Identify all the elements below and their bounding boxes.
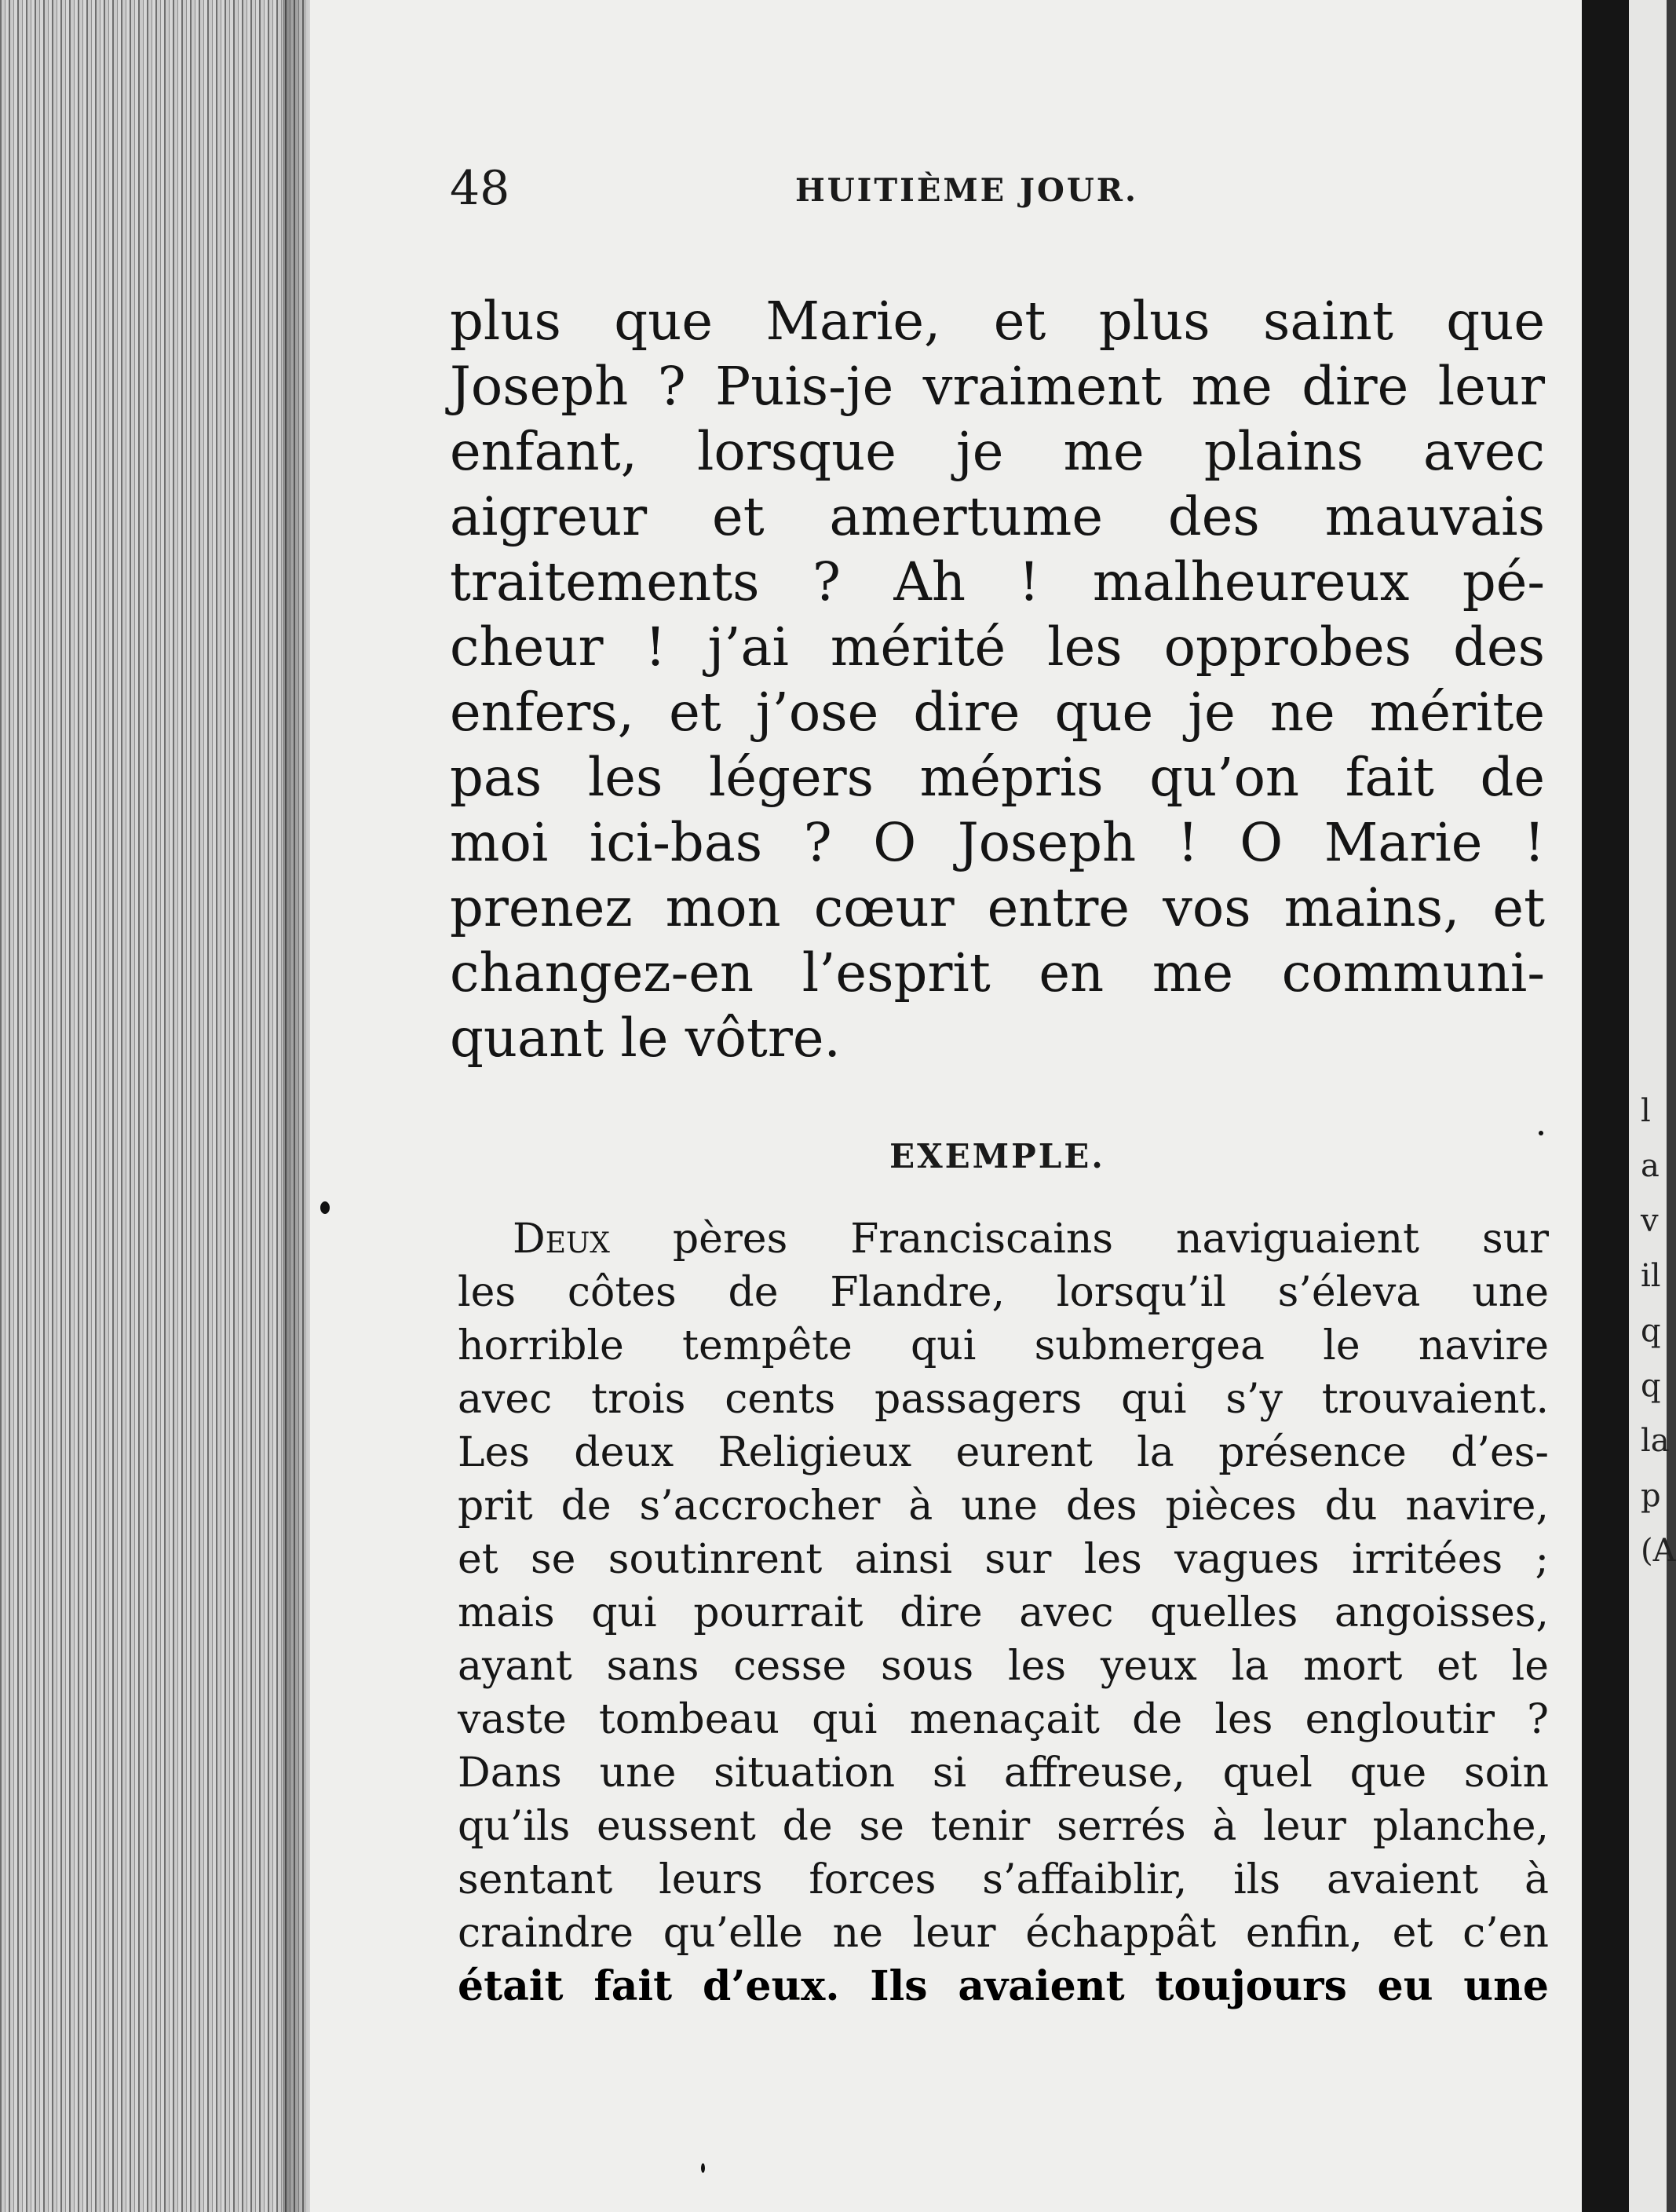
next-page-fragment: a bbox=[1641, 1148, 1660, 1184]
example-line: vaste tombeau qui menaçait de les engloutir ? bbox=[458, 1696, 1549, 1743]
example-line: horrible tempête qui submergea le navire bbox=[458, 1322, 1549, 1369]
next-page-fragment: p bbox=[1641, 1478, 1661, 1514]
binding-gutter bbox=[1582, 0, 1629, 2212]
next-page-fragment: l bbox=[1641, 1093, 1651, 1129]
example-line: sentant leurs forces s’affaiblir, ils avaient à bbox=[458, 1856, 1549, 1903]
example-line-first bbox=[458, 1212, 1549, 1266]
running-head: HUITIÈME JOUR. bbox=[795, 172, 1138, 209]
body-line: changez-en l’esprit en me communi- bbox=[450, 942, 1545, 1004]
example-line: craindre qu’elle ne leur échappât enfin, et c’en bbox=[458, 1910, 1549, 1957]
example-line: mais qui pourrait dire avec quelles angoisses, bbox=[458, 1589, 1549, 1636]
next-page-fragment: q bbox=[1641, 1368, 1661, 1404]
example-line: qu’ils eussent de se tenir serrés à leur planche, bbox=[458, 1803, 1549, 1850]
example-line: Dans une situation si affreuse, quel que soin bbox=[458, 1749, 1549, 1797]
example-line: avec trois cents passagers qui s’y trouvaient. bbox=[458, 1376, 1549, 1423]
next-page-fragment: la bbox=[1641, 1423, 1670, 1459]
example-paragraph bbox=[458, 1212, 1549, 2013]
page-stack-shadow bbox=[283, 0, 314, 2212]
page-stack-edge bbox=[0, 0, 306, 2212]
drop-word: Deux bbox=[513, 1216, 610, 1263]
example-line: et se soutinrent ainsi sur les vagues irritées ; bbox=[458, 1536, 1549, 1583]
body-line: moi ici-bas ? O Joseph ! O Marie ! bbox=[450, 812, 1545, 873]
next-page-fragment: il bbox=[1641, 1258, 1661, 1294]
body-line: pas les légers mépris qu’on fait de bbox=[450, 747, 1545, 808]
body-line: enfant, lorsque je me plains avec bbox=[450, 421, 1545, 482]
example-line: était fait d’eux. Ils avaient toujours eu une bbox=[458, 1962, 1549, 2010]
body-line: cheur ! j’ai mérité les opprobes des bbox=[450, 616, 1545, 678]
body-line: enfers, et j’ose dire que je ne mérite bbox=[450, 682, 1545, 743]
body-paragraph bbox=[450, 289, 1545, 1071]
body-line: Joseph ? Puis-je vraiment me dire leur bbox=[450, 356, 1545, 417]
page-number: 48 bbox=[450, 161, 510, 216]
body-line: prenez mon cœur entre vos mains, et bbox=[450, 877, 1545, 938]
ink-speck bbox=[320, 1201, 330, 1214]
body-line: plus que Marie, et plus saint que bbox=[450, 291, 1545, 352]
example-line: Les deux Religieux eurent la présence d’es- bbox=[458, 1429, 1549, 1476]
example-line-rest: pères Franciscains naviguaient sur bbox=[609, 1216, 1549, 1263]
example-line: les côtes de Flandre, lorsqu’il s’éleva une bbox=[458, 1269, 1549, 1316]
ink-speck bbox=[701, 2163, 705, 2173]
body-line: traitements ? Ah ! malheureux pé- bbox=[450, 551, 1545, 612]
body-line: quant le vôtre. bbox=[450, 1007, 841, 1069]
next-page-fragments bbox=[1641, 1084, 1676, 1578]
next-page-fragment: (A bbox=[1641, 1533, 1676, 1569]
page-header bbox=[450, 161, 1549, 216]
example-heading: EXEMPLE. bbox=[889, 1137, 1105, 1175]
body-line: aigreur et amertume des mauvais bbox=[450, 486, 1545, 547]
example-line: prit de s’accrocher à une des pièces du navire, bbox=[458, 1483, 1549, 1530]
example-line: ayant sans cesse sous les yeux la mort et le bbox=[458, 1643, 1549, 1690]
next-page-fragment: v bbox=[1641, 1203, 1659, 1239]
next-page-fragment: q bbox=[1641, 1313, 1661, 1349]
ink-speck bbox=[1539, 1131, 1543, 1135]
